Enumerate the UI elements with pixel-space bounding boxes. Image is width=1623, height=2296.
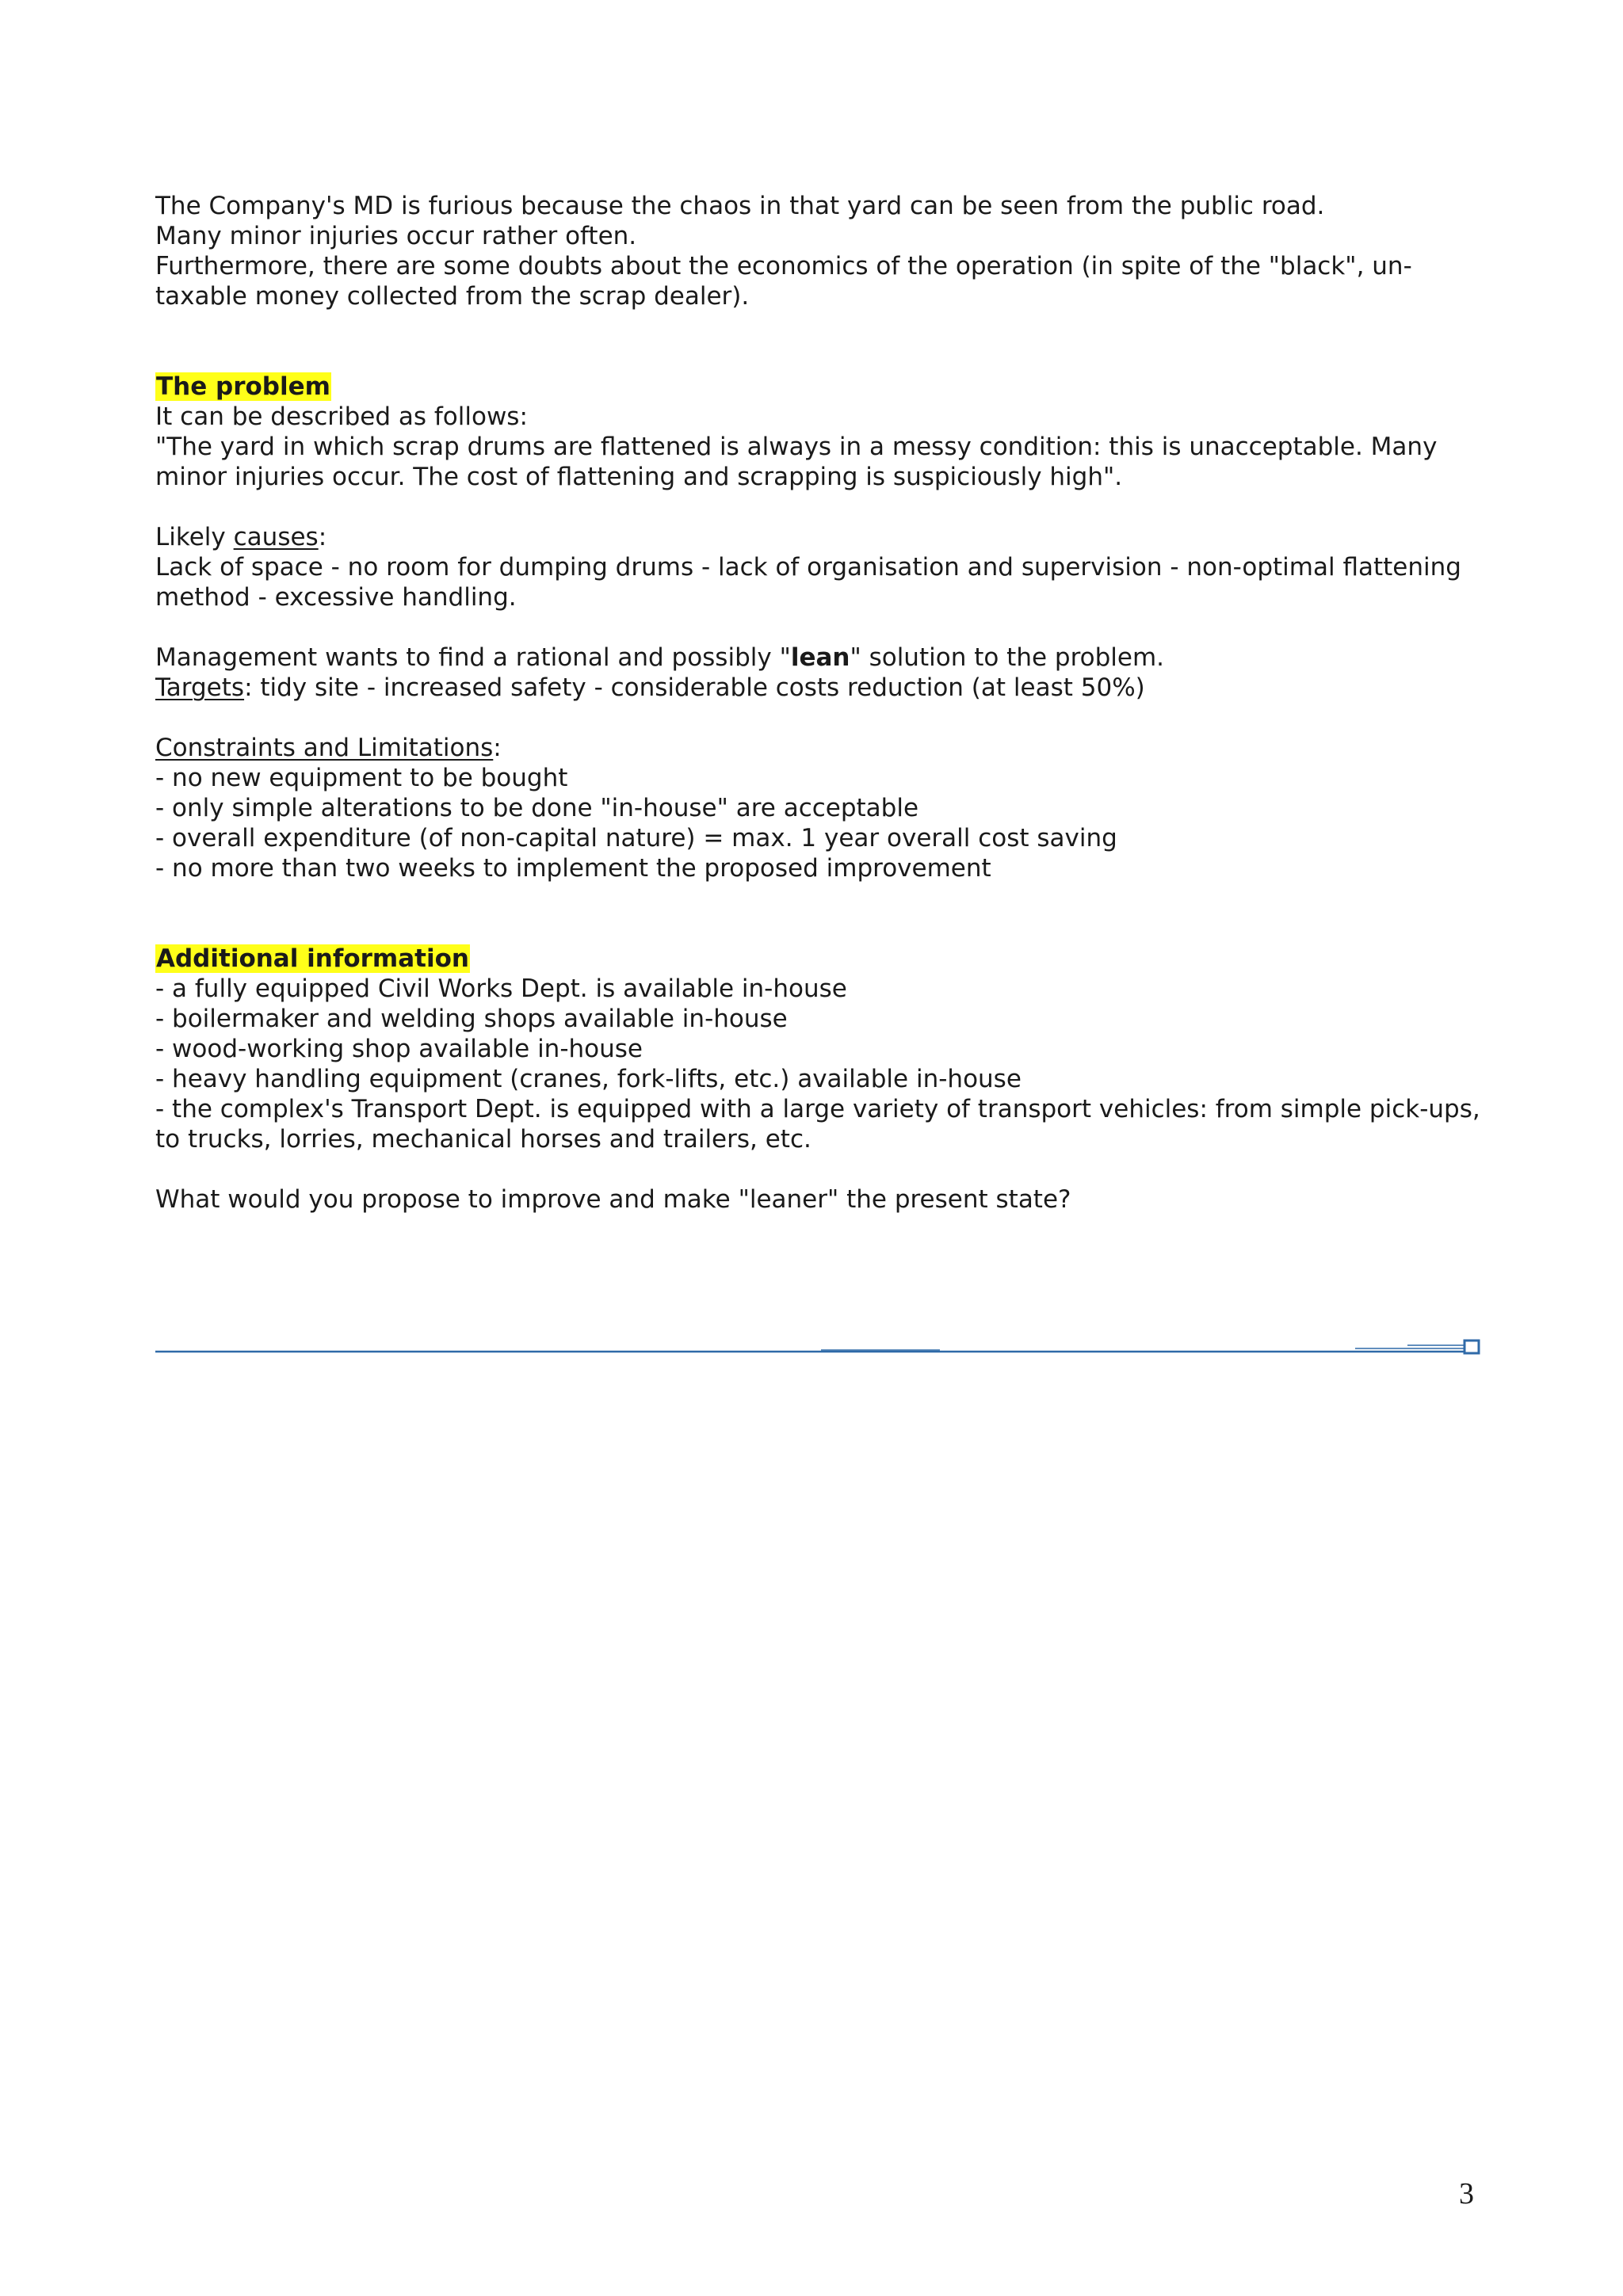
causes-prefix: Likely	[155, 523, 234, 551]
footer-rule	[155, 1339, 1480, 1355]
additional-heading-line	[155, 944, 1487, 974]
page-number: 3	[1459, 2177, 1474, 2210]
problem-quote: "The yard in which scrap drums are flattened is always in a messy condition: this is unacceptable. Many minor injuries occur. The cost of flattening and scrapping is suspiciously high".	[155, 433, 1438, 491]
page-body	[155, 191, 1487, 1215]
intro-line-md: The Company's MD is furious because the chaos in that yard can be seen from the public road.	[155, 192, 1325, 220]
constraints-label-line	[155, 733, 1487, 763]
intro-line-injuries: Many minor injuries occur rather often.	[155, 222, 637, 250]
additional-heading: Additional information	[156, 944, 469, 973]
additional-item: - wood-working shop available in-house	[155, 1035, 643, 1063]
causes-text: Lack of space - no room for dumping drums - lack of organisation and supervision - non-optimal flattening method - excessive handling.	[155, 553, 1461, 612]
constraint-item: - only simple alterations to be done "in-house" are acceptable	[155, 794, 919, 822]
management-before: Management wants to find a rational and possibly "	[155, 643, 791, 672]
constraint-item: - no new equipment to be bought	[155, 764, 568, 792]
constraints-colon: :	[493, 734, 502, 762]
targets-label: Targets	[155, 673, 245, 702]
additional-item: - a fully equipped Civil Works Dept. is available in-house	[155, 974, 847, 1003]
targets-line	[155, 673, 1487, 703]
causes-colon: :	[318, 523, 327, 551]
constraints-label: Constraints and Limitations	[155, 734, 494, 762]
problem-described-as: It can be described as follows:	[155, 402, 528, 431]
causes-label: causes	[233, 523, 319, 551]
intro-line-economics: Furthermore, there are some doubts about the economics of the operation (in spite of the "black", un-taxable money collected from the scrap dealer).	[155, 252, 1412, 311]
targets-text: : tidy site - increased safety - considerable costs reduction (at least 50%)	[244, 673, 1145, 702]
causes-label-line	[155, 522, 1487, 552]
constraint-item: - overall expenditure (of non-capital nature) = max. 1 year overall cost saving	[155, 824, 1117, 852]
additional-item: - the complex's Transport Dept. is equipped with a large variety of transport vehicles: from simple pick-ups, to trucks, lorries, mechanical horses and trailers, etc.	[155, 1095, 1480, 1154]
closing-question: What would you propose to improve and make "leaner" the present state?	[155, 1185, 1071, 1214]
additional-item: - heavy handling equipment (cranes, fork-lifts, etc.) available in-house	[155, 1065, 1022, 1093]
problem-heading-line	[155, 372, 1487, 402]
lean-word: lean	[790, 643, 850, 672]
footer-square-icon	[1465, 1341, 1479, 1353]
additional-item: - boilermaker and welding shops available in-house	[155, 1005, 788, 1033]
management-after: " solution to the problem.	[850, 643, 1165, 672]
management-line	[155, 643, 1487, 673]
problem-heading: The problem	[156, 372, 330, 401]
constraint-item: - no more than two weeks to implement the proposed improvement	[155, 854, 991, 883]
